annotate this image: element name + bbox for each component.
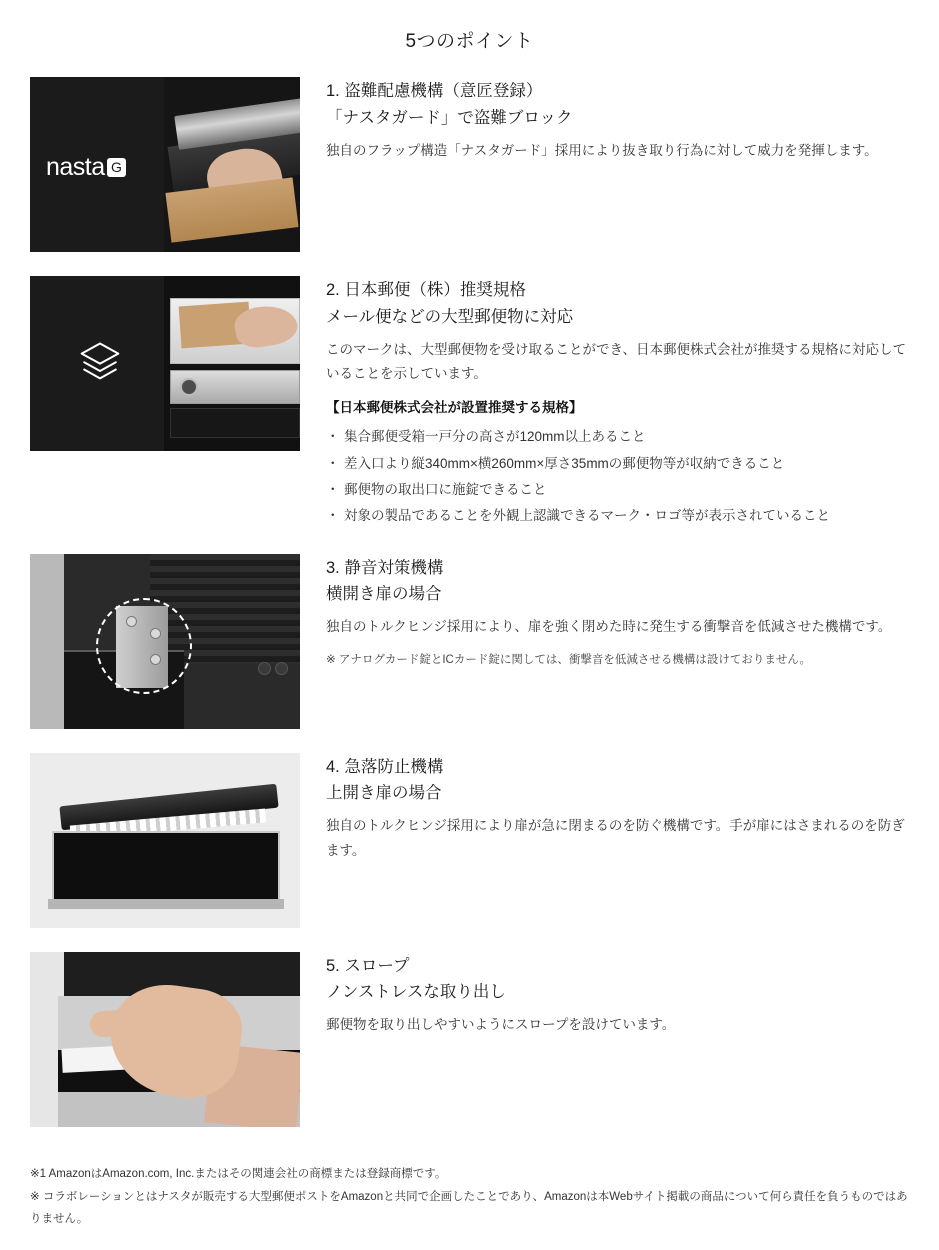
knob-shape — [275, 662, 288, 675]
spec-item: ・ 差入口より縦340mm×横260mm×厚さ35mmの郵便物等が収納できること — [326, 451, 909, 477]
highlight-circle — [96, 598, 192, 694]
footnotes — [30, 1164, 911, 1232]
logo-panel — [30, 77, 164, 252]
mailbox-base — [48, 899, 284, 909]
point-subheading-3: 横開き扉の場合 — [326, 585, 442, 604]
spec-list — [326, 424, 909, 529]
mailbox-body — [52, 831, 280, 901]
points-list — [0, 77, 939, 1127]
spec-item: ・ 郵便物の取出口に施錠できること — [326, 477, 909, 503]
dial-lock-shape — [180, 378, 198, 396]
spec-title: 【日本郵便株式会社が設置推奨する規格】 — [326, 400, 583, 416]
point-description-2: このマークは、大型郵便物を受け取ることができ、日本郵便株式会社が推奨する規格に対応していることを示しています。 — [326, 341, 906, 382]
point-description-5: 郵便物を取り出しやすいようにスロープを設けています。 — [326, 1017, 676, 1033]
torque-hinge-photo — [30, 554, 300, 729]
page-title: 5つのポイント — [405, 31, 534, 52]
point-item-5 — [0, 952, 939, 1127]
knob-shape — [258, 662, 271, 675]
point-body-4 — [326, 753, 909, 864]
upward-door-photo — [30, 753, 300, 928]
point-body-3 — [326, 554, 909, 671]
point-item-4 — [0, 753, 939, 928]
point-body-2 — [326, 276, 909, 530]
point-heading-1: 1. 盗難配慮機構（意匠登録） — [326, 82, 543, 100]
knob-group — [258, 662, 292, 678]
point-subheading-2: メール便などの大型郵便物に対応 — [326, 307, 574, 326]
mark-panel — [30, 276, 164, 451]
point-heading-4: 4. 急落防止機構 — [326, 757, 444, 776]
point-heading-2: 2. 日本郵便（株）推奨規格 — [326, 281, 526, 299]
nasta-logo-g-mark: G — [107, 158, 126, 177]
point-description-3: 独自のトルクヒンジ採用により、扉を強く閉めた時に発生する衝撃音を低減させた機構です。 — [326, 619, 892, 635]
left-edge — [30, 554, 64, 729]
spec-item: ・ 対象の製品であることを外観上認識できるマーク・ロゴ等が表示されていること — [326, 503, 909, 529]
point-heading-5: 5. スロープ — [326, 956, 410, 975]
nasta-guard-photo — [30, 77, 300, 252]
footnote-collaboration: ※ コラボレーションとはナスタが販売する大型郵便ポストをAmazonと共同で企画したことであり、Amazonは本Webサイト掲載の商品について何ら責任を負うものではありません。 — [30, 1191, 908, 1225]
slope-photo — [30, 952, 300, 1127]
point-note-3: ※ アナログカード錠とICカード錠に関しては、衝撃音を低減させる機構は設けておりません。 — [326, 654, 812, 667]
point-item-3 — [0, 554, 939, 729]
nasta-logo — [46, 153, 126, 182]
point-item-1 — [0, 77, 939, 252]
finger-shape — [89, 1008, 149, 1038]
point-subheading-4: 上開き扉の場合 — [326, 784, 442, 803]
point-body-1 — [326, 77, 909, 163]
point-description-1: 独自のフラップ構造「ナスタガード」採用により抜き取り行為に対して威力を発揮します。 — [326, 142, 878, 158]
point-description-4: 独自のトルクヒンジ採用により扉が急に閉まるのを防ぐ機構です。手が扉にはさまれるのを防ぎます。 — [326, 818, 905, 859]
point-body-5 — [326, 952, 909, 1038]
point-heading-3: 3. 静音対策機構 — [326, 558, 444, 577]
japan-post-standard-photo — [30, 276, 300, 451]
point-subheading-1: 「ナスタガード」で盗難ブロック — [326, 108, 573, 127]
layers-mark-icon — [78, 338, 122, 382]
footnote-amazon-trademark: ※1 AmazonはAmazon.com, Inc.またはその関連会社の商標または登録商標です。 — [30, 1168, 447, 1181]
mailbox-lower-panel — [170, 408, 300, 438]
nasta-logo-text: nasta — [46, 153, 105, 181]
spec-item: ・ 集合郵便受箱一戸分の高さが120mm以上あること — [326, 424, 909, 450]
point-subheading-5: ノンストレスな取り出し — [326, 983, 506, 1002]
point-item-2 — [0, 276, 939, 530]
